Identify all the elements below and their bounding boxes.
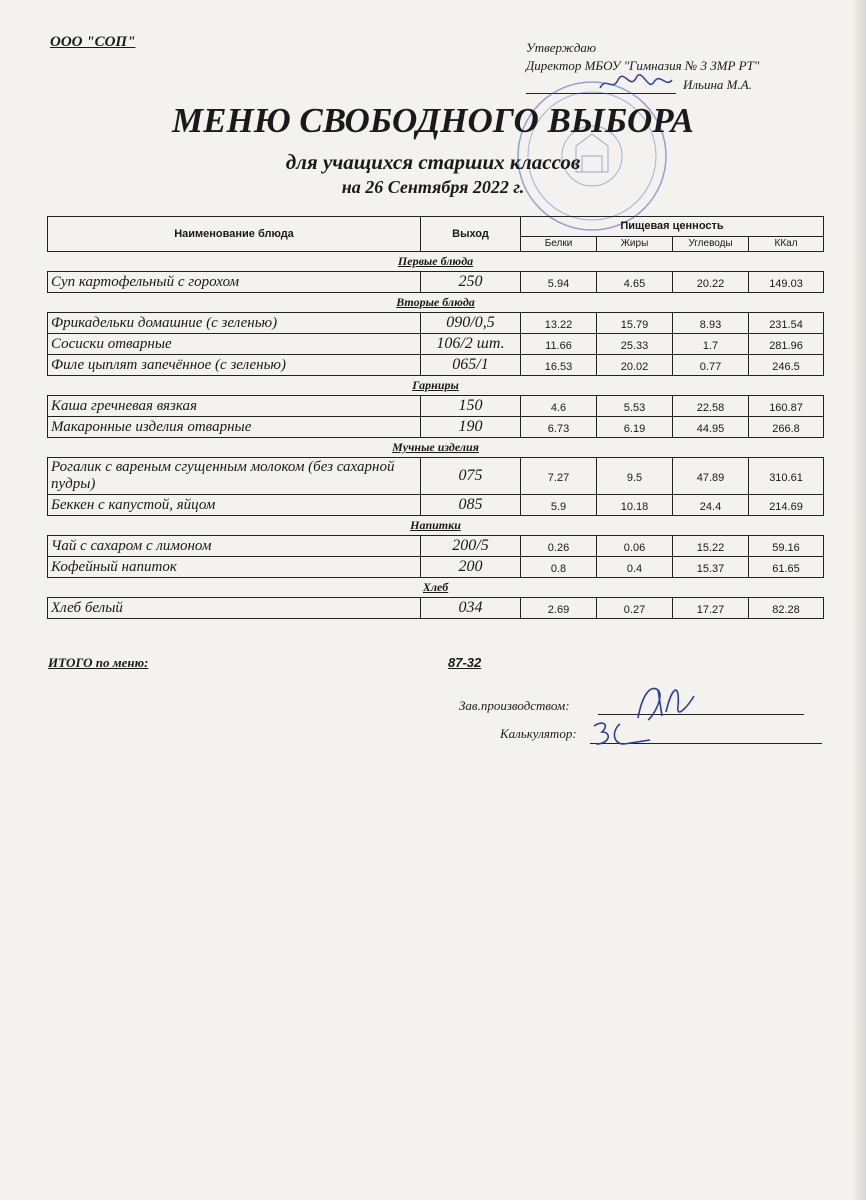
organization-name: ООО "СОП" [50, 34, 136, 50]
dish-proteins: 0.8 [521, 557, 597, 578]
dish-proteins: 5.94 [521, 272, 597, 293]
column-header-output: Выход [421, 217, 521, 252]
dish-kcal: 59.16 [749, 536, 824, 557]
menu-table [47, 216, 824, 619]
column-header-carbs: Углеводы [673, 236, 749, 251]
column-header-name: Наименование блюда [48, 217, 421, 252]
dish-name: Фрикадельки домашние (с зеленью) [48, 313, 421, 334]
dish-kcal: 266.8 [749, 417, 824, 438]
dish-fats: 5.53 [597, 396, 673, 417]
dish-carbs: 15.22 [673, 536, 749, 557]
dish-output: 034 [421, 598, 521, 619]
dish-fats: 20.02 [597, 355, 673, 376]
dish-carbs: 22.58 [673, 396, 749, 417]
table-row [48, 355, 824, 376]
section-header-row [48, 252, 824, 272]
page-subtitle: для учащихся старших классов [285, 150, 581, 174]
table-row [48, 495, 824, 516]
section-header-row [48, 293, 824, 313]
dish-kcal: 61.65 [749, 557, 824, 578]
dish-output: 106/2 шт. [421, 334, 521, 355]
dish-kcal: 231.54 [749, 313, 824, 334]
table-row [48, 536, 824, 557]
section-title: Гарниры [412, 378, 459, 392]
dish-kcal: 214.69 [749, 495, 824, 516]
dish-proteins: 2.69 [521, 598, 597, 619]
dish-name: Кофейный напиток [48, 557, 421, 578]
dish-name: Рогалик с вареным сгущенным молоком (без сахарной пудры) [48, 458, 421, 495]
section-title: Мучные изделия [392, 440, 479, 454]
dish-carbs: 44.95 [673, 417, 749, 438]
dish-carbs: 47.89 [673, 458, 749, 495]
section-title: Хлеб [422, 580, 449, 594]
total-value: 87-32 [448, 655, 482, 670]
dish-carbs: 15.37 [673, 557, 749, 578]
dish-name: Сосиски отварные [48, 334, 421, 355]
dish-name: Хлеб белый [48, 598, 421, 619]
dish-output: 150 [421, 396, 521, 417]
dish-proteins: 4.6 [521, 396, 597, 417]
dish-output: 090/0,5 [421, 313, 521, 334]
dish-name: Филе цыплят запечённое (с зеленью) [48, 355, 421, 376]
section-title: Вторые блюда [396, 295, 475, 309]
dish-fats: 4.65 [597, 272, 673, 293]
menu-table-body [48, 252, 824, 619]
dish-name: Макаронные изделия отварные [48, 417, 421, 438]
dish-carbs: 8.93 [673, 313, 749, 334]
dish-name: Каша гречневая вязкая [48, 396, 421, 417]
table-row [48, 334, 824, 355]
dish-fats: 0.27 [597, 598, 673, 619]
calculator-signature-icon [590, 718, 660, 750]
section-title: Первые блюда [397, 254, 474, 268]
dish-kcal: 82.28 [749, 598, 824, 619]
dish-carbs: 24.4 [673, 495, 749, 516]
dish-kcal: 149.03 [749, 272, 824, 293]
table-row [48, 272, 824, 293]
table-row [48, 598, 824, 619]
approval-director-position: Директор МБОУ "Гимназия № 3 ЗМР РТ" [526, 58, 760, 73]
section-header-row [48, 516, 824, 536]
dish-name: Чай с сахаром с лимоном [48, 536, 421, 557]
section-header-row [48, 438, 824, 458]
column-header-proteins: Белки [521, 236, 597, 251]
table-row [48, 458, 824, 495]
dish-fats: 10.18 [597, 495, 673, 516]
dish-output: 250 [421, 272, 521, 293]
dish-output: 190 [421, 417, 521, 438]
calculator-label: Калькулятор: [500, 726, 577, 741]
dish-carbs: 20.22 [673, 272, 749, 293]
director-name: Ильина М.А. [683, 77, 752, 92]
table-row [48, 417, 824, 438]
menu-date: на 26 Сентября 2022 г. [341, 177, 525, 197]
page-title: МЕНЮ СВОБОДНОГО ВЫБОРА [172, 101, 694, 140]
dish-output: 200 [421, 557, 521, 578]
dish-output: 075 [421, 458, 521, 495]
dish-kcal: 246.5 [749, 355, 824, 376]
dish-carbs: 17.27 [673, 598, 749, 619]
dish-fats: 15.79 [597, 313, 673, 334]
dish-name: Беккен с капустой, яйцом [48, 495, 421, 516]
dish-kcal: 160.87 [749, 396, 824, 417]
total-label: ИТОГО по меню: [48, 655, 149, 670]
dish-output: 065/1 [421, 355, 521, 376]
dish-proteins: 5.9 [521, 495, 597, 516]
dish-carbs: 0.77 [673, 355, 749, 376]
dish-proteins: 6.73 [521, 417, 597, 438]
approval-line: Утверждаю [526, 40, 597, 55]
section-title: Напитки [410, 518, 461, 532]
dish-name: Суп картофельный с горохом [48, 272, 421, 293]
dish-proteins: 11.66 [521, 334, 597, 355]
dish-kcal: 310.61 [749, 458, 824, 495]
dish-fats: 9.5 [597, 458, 673, 495]
dish-proteins: 0.26 [521, 536, 597, 557]
column-header-nutrition: Пищевая ценность [521, 217, 824, 237]
production-head-label: Зав.производством: [459, 698, 570, 713]
column-header-fats: Жиры [597, 236, 673, 251]
table-row [48, 313, 824, 334]
dish-fats: 25.33 [597, 334, 673, 355]
section-header-row [48, 578, 824, 598]
dish-output: 200/5 [421, 536, 521, 557]
table-row [48, 396, 824, 417]
dish-fats: 6.19 [597, 417, 673, 438]
dish-output: 085 [421, 495, 521, 516]
dish-proteins: 16.53 [521, 355, 597, 376]
dish-proteins: 7.27 [521, 458, 597, 495]
column-header-kcal: ККал [749, 236, 824, 251]
section-header-row [48, 376, 824, 396]
dish-fats: 0.06 [597, 536, 673, 557]
dish-proteins: 13.22 [521, 313, 597, 334]
table-row [48, 557, 824, 578]
dish-carbs: 1.7 [673, 334, 749, 355]
dish-fats: 0.4 [597, 557, 673, 578]
dish-kcal: 281.96 [749, 334, 824, 355]
